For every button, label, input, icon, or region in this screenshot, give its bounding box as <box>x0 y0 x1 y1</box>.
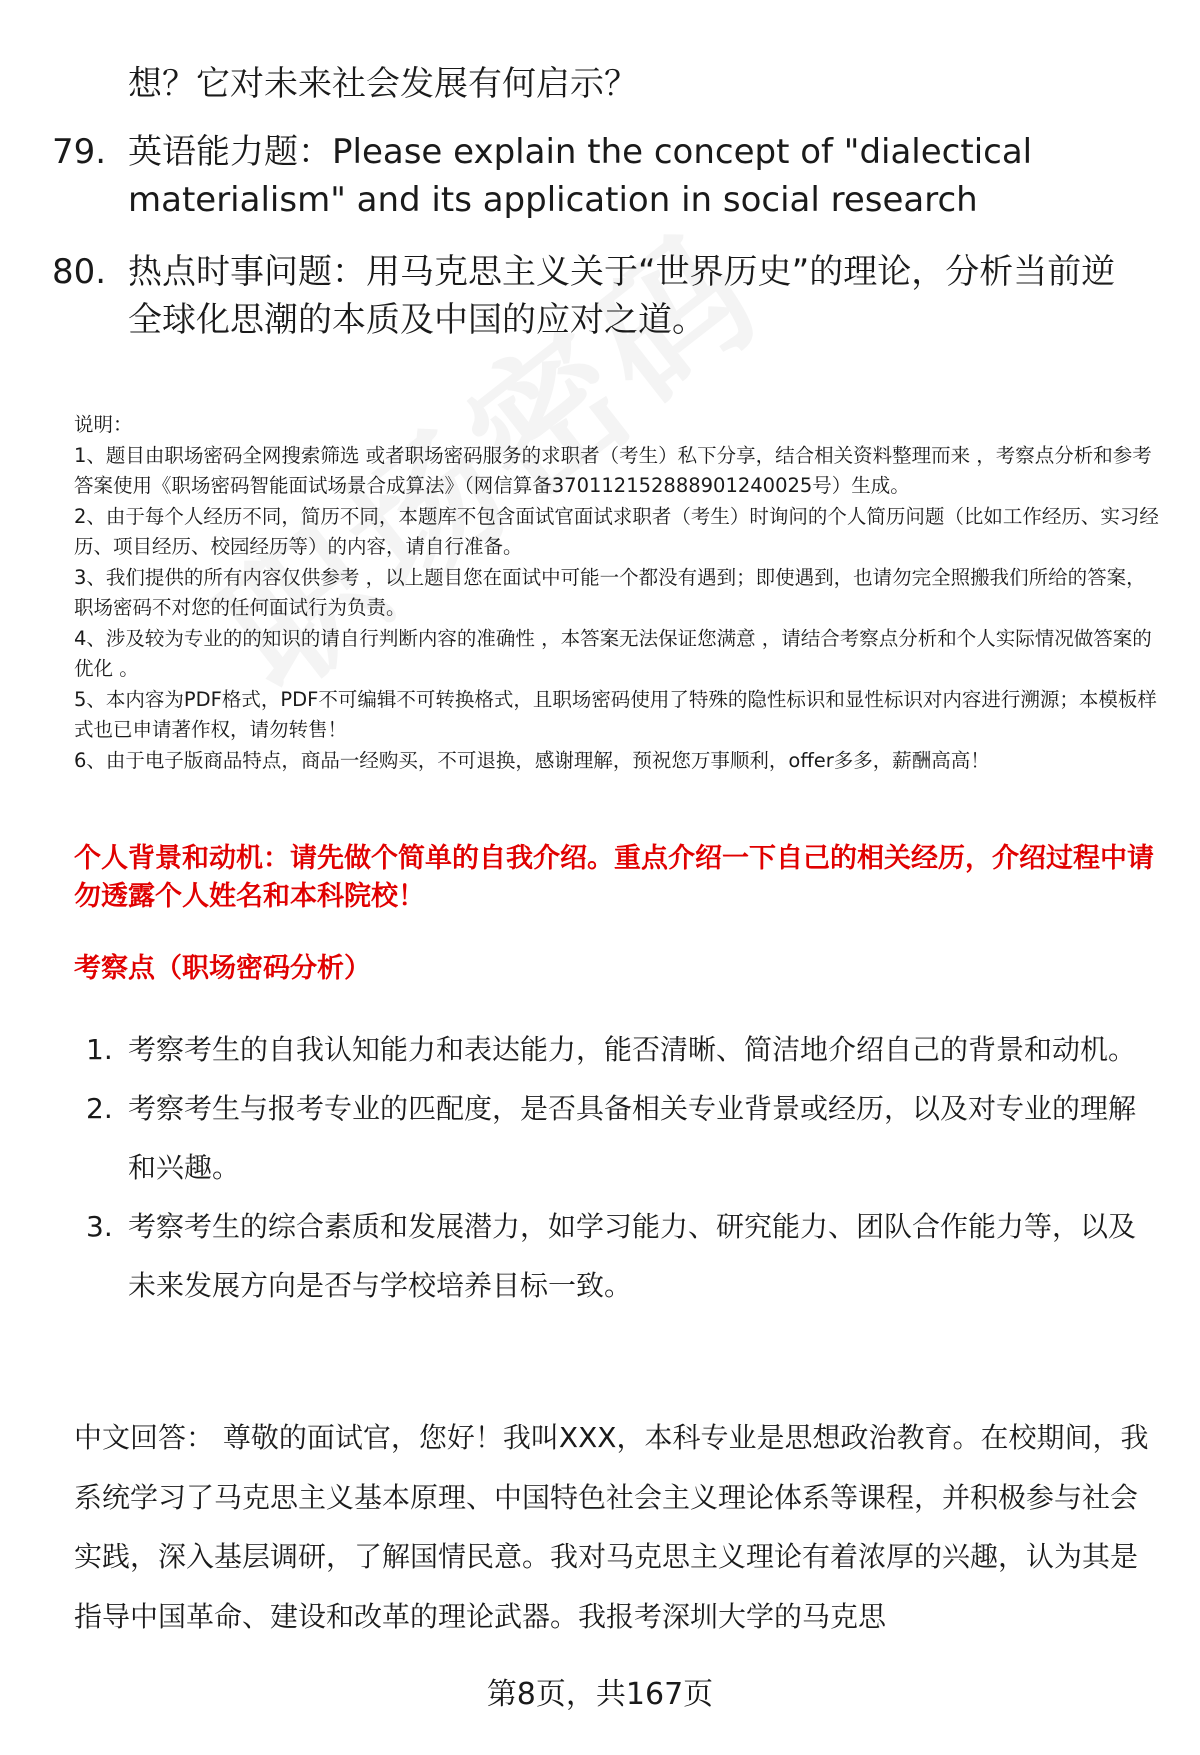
question-79 <box>52 128 1142 224</box>
key-point-text: 考察考生的自我认知能力和表达能力，能否清晰、简洁地介绍自己的背景和动机。 <box>128 1033 1137 1066</box>
note-item: 4、涉及较为专业的的知识的请自行判断内容的准确性 ，本答案无法保证您满意 ，请结合考察点分析和个人实际情况做答案的优化 。 <box>74 626 1152 680</box>
question-number: 80. <box>52 252 107 292</box>
note-item: 3、我们提供的所有内容仅供参考 ，以上题目您在面试中可能一个都没有遇到；即使遇到，也请勿完全照搬我们所给的答案，职场密码不对您的任何面试行为负责。 <box>74 565 1146 619</box>
question-80 <box>52 248 1142 344</box>
background-question: 个人背景和动机：请先做个简单的自我介绍。重点介绍一下自己的相关经历，介绍过程中请勿透露个人姓名和本科院校！ <box>74 843 1154 912</box>
note-item: 2、由于每个人经历不同，简历不同，本题库不包含面试官面试求职者（考生）时询问的个人简历问题（比如工作经历、实习经历、项目经历、校园经历等）的内容，请自行准备。 <box>74 504 1159 558</box>
key-point-number: 1. <box>86 1033 113 1066</box>
page-number: 第8页，共167页 <box>486 1677 714 1712</box>
answer-text: 中文回答： 尊敬的面试官，您好！我叫XXX，本科专业是思想政治教育。在校期间，我系统学习了马克思主义基本原理、中国特色社会主义理论体系等课程，并积极参与社会实践，深入基层调研，了解国情民意。我对马克思主义理论有着浓厚的兴趣，认为其是指导中国革命、建设和改革的理论武器。我报考深圳大学的马克思 <box>74 1421 1149 1633</box>
key-point-number: 3. <box>86 1210 113 1243</box>
key-points-title: 考察点（职场密码分析） <box>74 953 371 984</box>
note-item: 1、题目由职场密码全网搜索筛选 或者职场密码服务的求职者（考生）私下分享，结合相关资料整理而来 ，考察点分析和参考答案使用《职场密码智能面试场景合成算法》（网信算备370112152888901240025号）生成。 <box>74 443 1152 497</box>
key-point-text: 考察考生与报考专业的匹配度，是否具备相关专业背景或经历，以及对专业的理解和兴趣。 <box>128 1092 1137 1184</box>
question-continuation: 想？它对未来社会发展有何启示？ <box>128 64 638 104</box>
key-points-list <box>80 1020 1160 1315</box>
question-number: 79. <box>52 132 107 172</box>
note-item: 5、本内容为PDF格式，PDF不可编辑不可转换格式，且职场密码使用了特殊的隐性标识和显性标识对内容进行溯源；本模板样式也已申请著作权，请勿转售！ <box>74 687 1157 741</box>
notes-section <box>74 410 1164 776</box>
question-text: 英语能力题：Please explain the concept of "dialectical materialism" and its application in social research <box>128 132 1033 220</box>
note-item: 6、由于电子版商品特点，商品一经购买，不可退换，感谢理解，预祝您万事顺利，offer多多，薪酬高高！ <box>74 748 990 772</box>
key-point <box>80 1197 1160 1315</box>
key-point <box>80 1079 1160 1197</box>
key-point <box>80 1020 1160 1079</box>
key-point-number: 2. <box>86 1092 113 1125</box>
notes-title: 说明： <box>74 413 133 436</box>
key-point-text: 考察考生的综合素质和发展潜力，如学习能力、研究能力、团队合作能力等，以及未来发展方向是否与学校培养目标一致。 <box>128 1210 1137 1302</box>
question-text: 热点时事问题：用马克思主义关于“世界历史”的理论，分析当前逆全球化思潮的本质及中国的应对之道。 <box>128 252 1116 340</box>
